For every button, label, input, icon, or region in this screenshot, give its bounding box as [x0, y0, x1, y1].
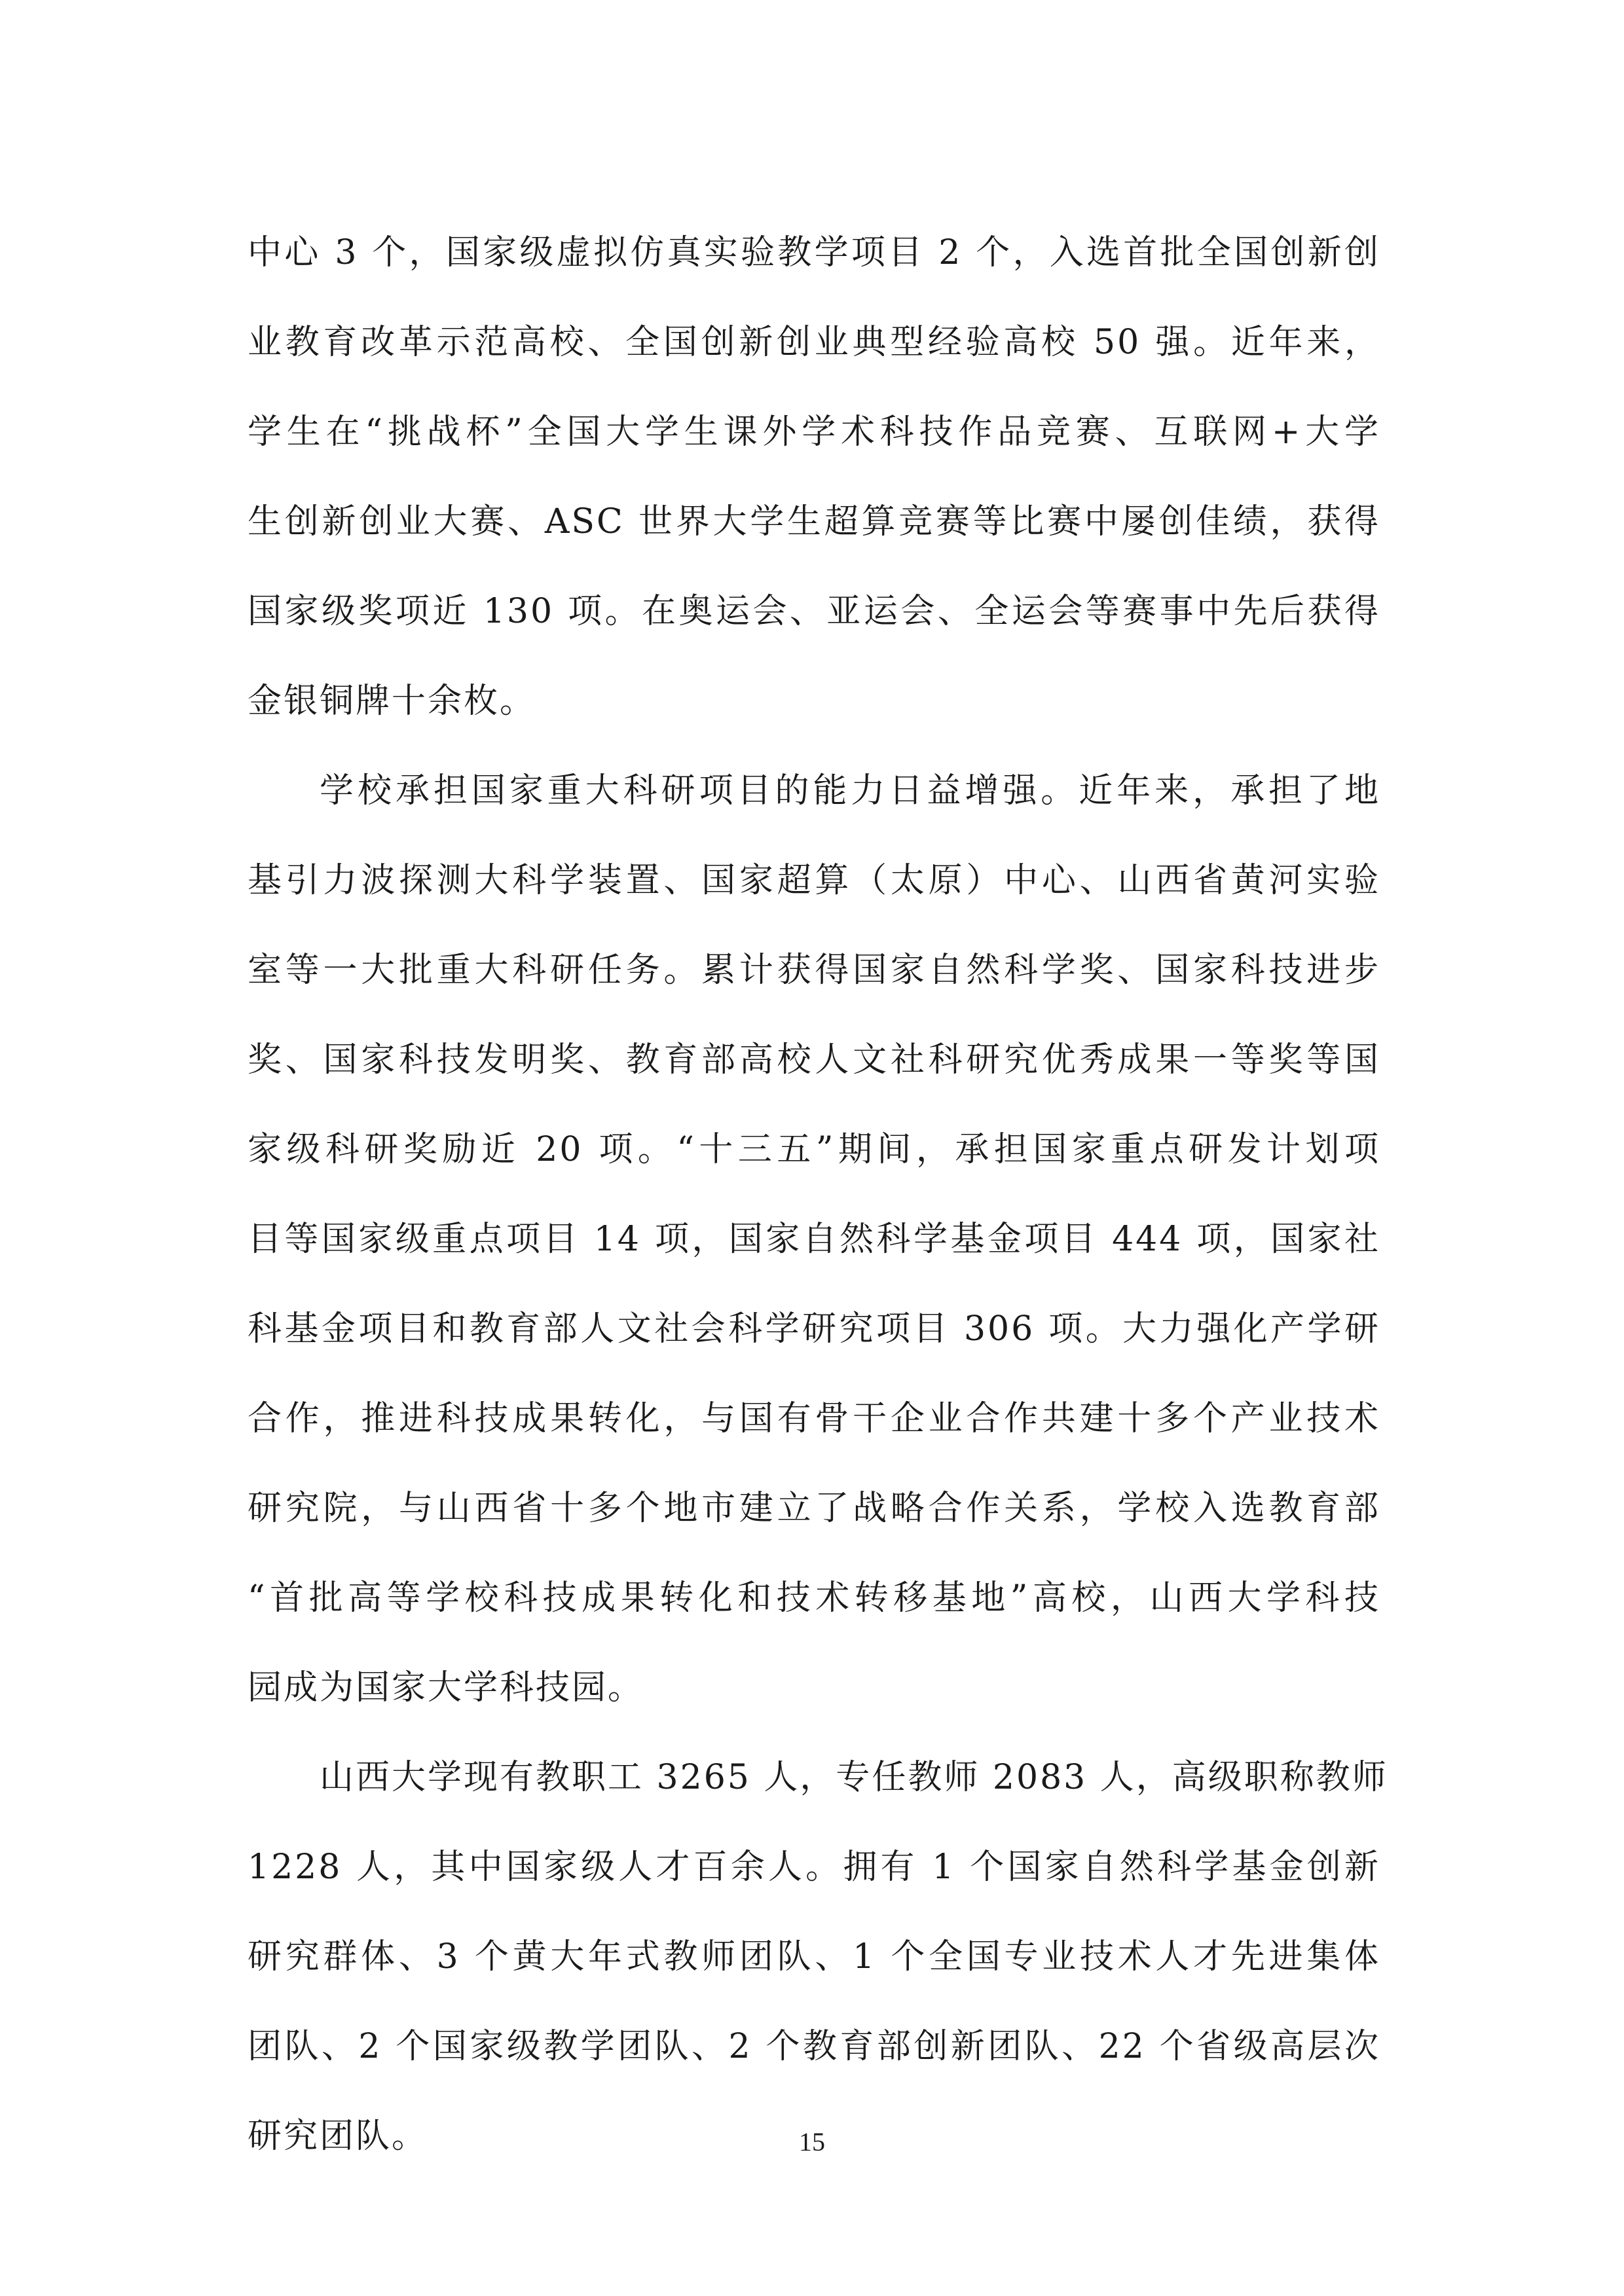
text-line: 基引力波探测大科学装置、国家超算（太原）中心、山西省黄河实验 [248, 861, 1380, 900]
text-line: 研究群体、3 个黄大年式教师团队、1 个全国专业技术人才先进集体 [248, 1937, 1380, 1977]
text-line: “首批高等学校科技成果转化和技术转移基地”高校，山西大学科技 [248, 1578, 1380, 1618]
body-text [248, 208, 1388, 2181]
text-line: 学校承担国家重大科研项目的能力日益增强。近年来，承担了地 [320, 771, 1380, 811]
text-line: 业教育改革示范高校、全国创新创业典型经验高校 50 强。近年来， [248, 323, 1380, 362]
text-line: 室等一大批重大科研任务。累计获得国家自然科学奖、国家科技进步 [248, 951, 1380, 990]
text-line: 研究团队。 [248, 2117, 428, 2156]
text-line: 科基金项目和教育部人文社会科学研究项目 306 项。大力强化产学研 [248, 1309, 1380, 1349]
text-line: 研究院，与山西省十多个地市建立了战略合作关系，学校入选教育部 [248, 1489, 1380, 1528]
text-line: 目等国家级重点项目 14 项，国家自然科学基金项目 444 项，国家社 [248, 1220, 1380, 1259]
text-line: 学生在“挑战杯”全国大学生课外学术科技作品竞赛、互联网+大学 [248, 412, 1380, 452]
text-line: 金银铜牌十余枚。 [248, 682, 536, 721]
text-line: 园成为国家大学科技园。 [248, 1668, 644, 1707]
text-line: 团队、2 个国家级教学团队、2 个教育部创新团队、22 个省级高层次 [248, 2027, 1380, 2066]
text-line: 合作，推进科技成果转化，与国有骨干企业合作共建十多个产业技术 [248, 1399, 1380, 1438]
paragraph-2 [248, 746, 1380, 1733]
paragraph-3 [248, 1733, 1388, 2181]
paragraph-1 [248, 208, 1380, 746]
text-line: 1228 人，其中国家级人才百余人。拥有 1 个国家自然科学基金创新 [248, 1848, 1380, 1887]
text-line: 奖、国家科技发明奖、教育部高校人文社科研究优秀成果一等奖等国 [248, 1040, 1380, 1080]
text-line: 山西大学现有教职工 3265 人，专任教师 2083 人，高级职称教师 [320, 1758, 1388, 1797]
text-line: 中心 3 个，国家级虚拟仿真实验教学项目 2 个，入选首批全国创新创 [248, 233, 1380, 272]
text-line: 国家级奖项近 130 项。在奥运会、亚运会、全运会等赛事中先后获得 [248, 592, 1380, 631]
page-number: 15 [799, 2127, 825, 2157]
text-line: 家级科研奖励近 20 项。“十三五”期间，承担国家重点研发计划项 [248, 1130, 1380, 1169]
text-line: 生创新创业大赛、ASC 世界大学生超算竞赛等比赛中屡创佳绩，获得 [248, 502, 1380, 541]
